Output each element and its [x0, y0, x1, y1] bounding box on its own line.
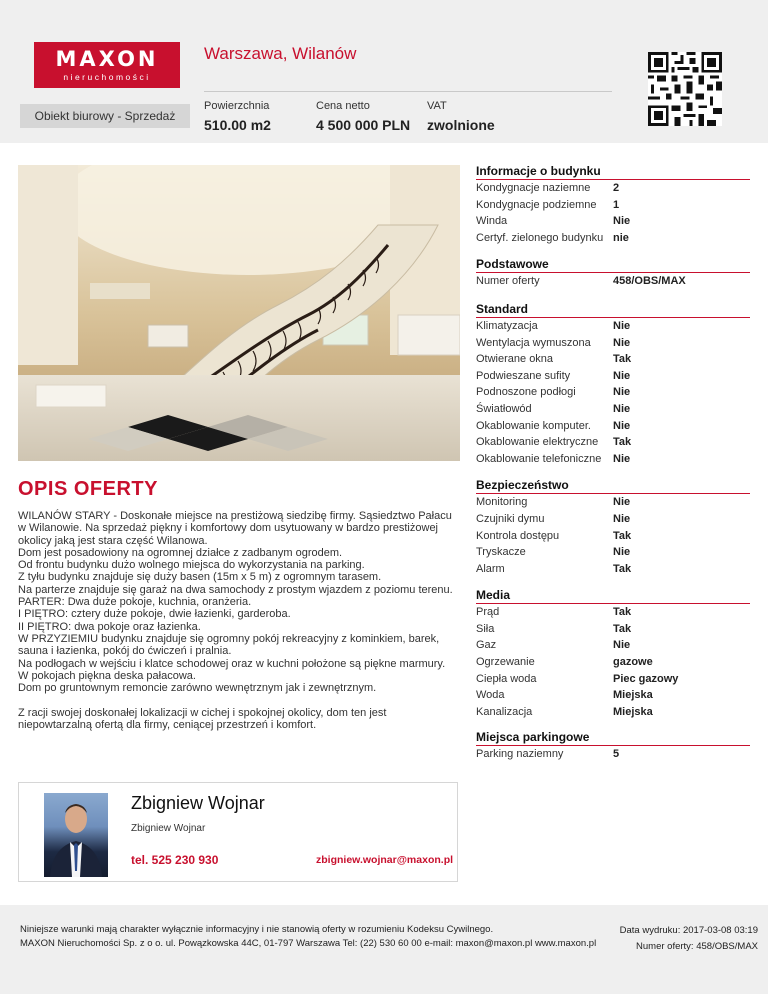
detail-value: Tak	[613, 353, 632, 366]
detail-key: Parking naziemny	[476, 748, 564, 761]
detail-row	[476, 637, 750, 654]
detail-key: Prąd	[476, 606, 500, 619]
detail-row	[476, 434, 750, 451]
detail-value: Nie	[613, 419, 631, 432]
footer	[0, 905, 768, 994]
detail-row	[476, 746, 750, 763]
detail-key: Światłowód	[476, 402, 532, 415]
detail-key: Klimatyzacja	[476, 319, 538, 332]
detail-row	[476, 197, 750, 214]
detail-value: Nie	[613, 452, 631, 465]
meta-price-value: 4 500 000 PLN	[316, 117, 411, 133]
section-security	[476, 478, 750, 577]
maxon-logo[interactable]	[34, 42, 180, 88]
detail-key: Okablowanie telefoniczne	[476, 452, 602, 465]
detail-value: Nie	[613, 639, 631, 652]
detail-value: nie	[613, 231, 629, 244]
detail-row	[476, 273, 750, 290]
detail-row	[476, 213, 750, 230]
meta-area-value: 510.00 m2	[204, 117, 271, 133]
agent-photo	[44, 793, 108, 877]
detail-row	[476, 451, 750, 468]
detail-value: Nie	[613, 336, 631, 349]
property-photo[interactable]	[18, 165, 460, 461]
details-panel	[476, 164, 750, 763]
detail-row	[476, 511, 750, 528]
detail-key: Woda	[476, 689, 505, 702]
detail-key: Otwierane okna	[476, 353, 554, 366]
detail-row	[476, 180, 750, 197]
qr-code-icon[interactable]	[648, 52, 722, 126]
detail-value: Tak	[613, 436, 632, 449]
detail-key: Siła	[476, 622, 495, 635]
header	[0, 0, 768, 143]
detail-key: Podnoszone podłogi	[476, 386, 576, 399]
detail-value: Miejska	[613, 689, 653, 702]
detail-row	[476, 494, 750, 511]
offer-location: Warszawa, Wilanów	[204, 44, 357, 63]
detail-row	[476, 401, 750, 418]
detail-value: Miejska	[613, 705, 653, 718]
agent-card	[18, 782, 458, 882]
detail-row	[476, 687, 750, 704]
detail-value: Tak	[613, 562, 632, 575]
detail-key: Gaz	[476, 639, 497, 652]
section-standard	[476, 302, 750, 467]
footer-print-date: Data wydruku: 2017-03-08 03:19	[619, 925, 758, 936]
detail-row	[476, 318, 750, 335]
agent-email-link[interactable]: zbigniew.wojnar@maxon.pl	[316, 854, 454, 866]
detail-value: Nie	[613, 546, 631, 559]
section-title: Media	[476, 588, 750, 604]
detail-key: Tryskacze	[476, 546, 526, 559]
detail-value: Tak	[613, 622, 632, 635]
property-type-badge: Obiekt biurowy - Sprzedaż	[20, 104, 190, 128]
detail-key: Wentylacja wymuszona	[476, 336, 591, 349]
footer-offer-number: Numer oferty: 458/OBS/MAX	[636, 941, 758, 952]
meta-vat-label: VAT	[427, 100, 447, 112]
section-building	[476, 164, 750, 246]
logo-main-text: MAXON	[55, 47, 159, 71]
detail-value: 458/OBS/MAX	[613, 275, 686, 288]
detail-key: Alarm	[476, 562, 505, 575]
detail-value: Tak	[613, 606, 632, 619]
detail-value: Nie	[613, 496, 631, 509]
detail-row	[476, 704, 750, 721]
section-media	[476, 588, 750, 720]
detail-key: Winda	[476, 215, 508, 228]
detail-value: 2	[613, 182, 620, 194]
logo-sub-text: nieruchomości	[63, 72, 151, 82]
detail-value: 1	[613, 198, 620, 211]
meta-price	[316, 100, 410, 133]
description-title: OPIS OFERTY	[18, 478, 158, 500]
detail-row	[476, 384, 750, 401]
section-title: Podstawowe	[476, 257, 750, 273]
detail-key: Podwieszane sufity	[476, 369, 571, 382]
detail-value: gazowe	[613, 656, 653, 669]
detail-value: Nie	[613, 386, 631, 399]
detail-key: Czujniki dymu	[476, 512, 545, 525]
description-text: WILANÓW STARY - Doskonałe miejsce na prestiżową siedzibę firmy. Sąsiedztwo Pałacu w Wilanowie. Na sprzedaż piękny i komfortowy dom usytuowany w bardzo prestiżowej okolicy jaką jest stara część Wilanowa. Dom jest posadowiony na ogromnej działce z zadbanym ogrodem. Od frontu budynku dużo wolnego miejsca do wykorzystania na parking. Z tyłu budynku znajduje się duży basen (15m x 5 m) z ogromnym tarasem. Na parterze znajduje się garaż na dwa samochody z prostym wjazdem z poziomu terenu. PARTER: Dwa duże pokoje, kuchnia, oranżeria. I PIĘTRO: cztery duże pokoje, dwie łazienki, garderoba. II PIĘTRO: dwa pokoje oraz łazienka. W PRZYZIEMIU budynku znajduje się ogromny pokój rekreacyjny z kominkiem, barek, sauna i łazienka, pokój do ćwiczeń i pralnia. Na podłogach w wejściu i klatce schodowej oraz w kuchni położone są piękne marmury. W pokojach piękna deska pałacowa. Dom po gruntownym remoncie zarówno wewnętrznym jak i zewnętrznym. Z racji swojej doskonałej lokalizacji w cichej i spokojnej okolicy, dom ten jest niepowtarzalną ofertą dla firmy, ceniącej przestrzeń i komfort.	[18, 510, 453, 732]
section-parking	[476, 730, 750, 763]
meta-area-label: Powierzchnia	[204, 100, 270, 112]
detail-row	[476, 671, 750, 688]
header-divider	[204, 91, 612, 92]
section-basic	[476, 257, 750, 290]
meta-vat	[427, 100, 495, 133]
detail-row	[476, 604, 750, 621]
detail-row	[476, 528, 750, 545]
detail-key: Ogrzewanie	[476, 656, 535, 669]
detail-value: Nie	[613, 215, 631, 228]
footer-left	[20, 923, 596, 951]
detail-value: Nie	[613, 369, 631, 382]
detail-key: Kondygnacje podziemne	[476, 198, 597, 211]
detail-value: Piec gazowy	[613, 672, 679, 685]
footer-company: MAXON Nieruchomości Sp. z o o. ul. Powązkowska 44C, 01-797 Warszawa Tel: (22) 530 60 00 e-mail: maxon@maxon.pl www.maxon.pl	[20, 938, 597, 949]
detail-key: Ciepła woda	[476, 672, 537, 685]
detail-value: 5	[613, 748, 620, 761]
detail-value: Nie	[613, 402, 631, 415]
detail-row	[476, 654, 750, 671]
detail-row	[476, 561, 750, 578]
meta-price-label: Cena netto	[316, 100, 370, 112]
meta-area	[204, 100, 271, 133]
footer-right	[620, 923, 758, 955]
detail-key: Okablowanie komputer.	[476, 419, 591, 432]
detail-value: Tak	[613, 529, 632, 542]
detail-key: Monitoring	[476, 496, 528, 509]
detail-row	[476, 621, 750, 638]
detail-key: Kondygnacje naziemne	[476, 182, 591, 194]
footer-disclaimer: Niniejsze warunki mają charakter wyłącznie informacyjny i nie stanowią oferty w rozumieniu Kodeksu Cywilnego.	[20, 924, 494, 935]
detail-row	[476, 544, 750, 561]
detail-row	[476, 230, 750, 247]
detail-key: Kanalizacja	[476, 705, 533, 718]
section-title: Informacje o budynku	[476, 164, 750, 180]
agent-name: Zbigniew Wojnar	[131, 793, 265, 813]
meta-vat-value: zwolnione	[427, 117, 495, 133]
detail-row	[476, 335, 750, 352]
detail-row	[476, 418, 750, 435]
section-title: Bezpieczeństwo	[476, 478, 750, 494]
detail-value: Nie	[613, 319, 631, 332]
detail-key: Okablowanie elektryczne	[476, 436, 599, 449]
section-title: Standard	[476, 302, 750, 318]
detail-key: Numer oferty	[476, 275, 540, 288]
agent-phone-link[interactable]: tel. 525 230 930	[131, 853, 219, 867]
detail-key: Kontrola dostępu	[476, 529, 560, 542]
detail-value: Nie	[613, 512, 631, 525]
agent-subname: Zbigniew Wojnar	[131, 823, 206, 834]
detail-row	[476, 351, 750, 368]
detail-key: Certyf. zielonego budynku	[476, 231, 604, 244]
section-title: Miejsca parkingowe	[476, 730, 750, 746]
detail-row	[476, 368, 750, 385]
